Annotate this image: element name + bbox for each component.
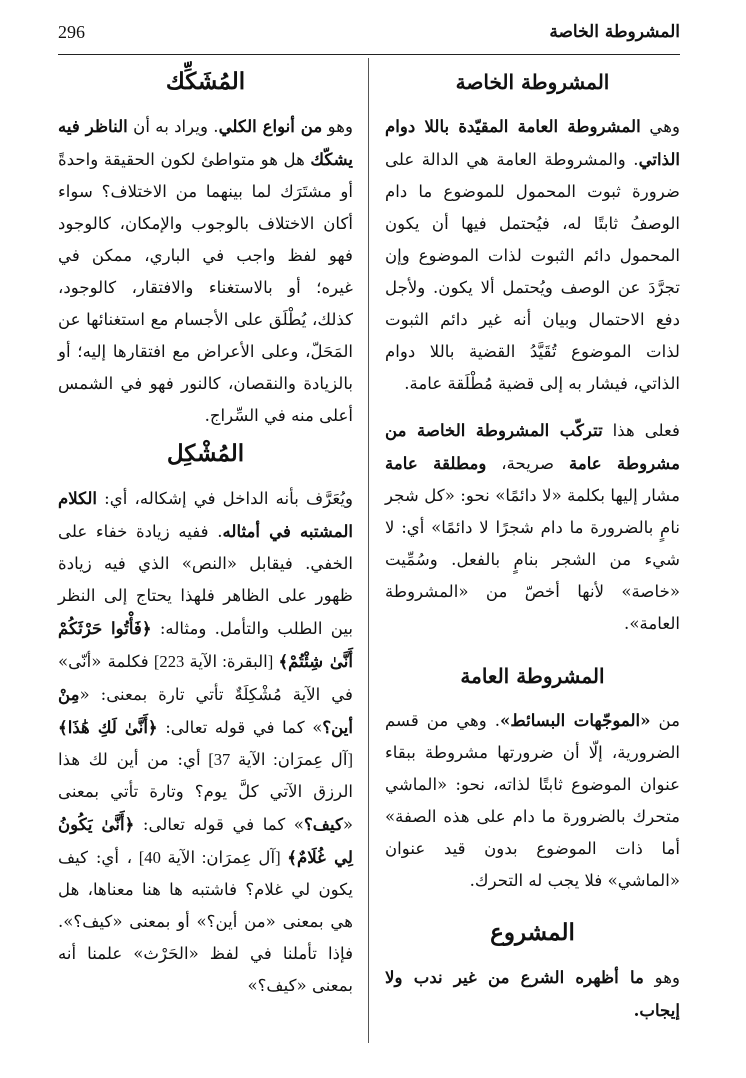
text-span: . ويراد به أن [127, 117, 219, 136]
column-divider [368, 58, 369, 1043]
paragraph [58, 482, 353, 1002]
text-span: » كما في قوله تعالى: [134, 815, 304, 834]
section-title-mushkil: المُشْكِل [166, 440, 245, 467]
bold-term: من أنواع الكلي [218, 116, 323, 136]
running-title: المشروطة الخاصة [549, 22, 680, 42]
text-span: وهو [322, 117, 353, 136]
text-span: » كما في قوله تعالى: [157, 718, 323, 737]
text-span: وهو [643, 968, 680, 987]
text-span: ، أي: كيف يكون لي غلام؟ فاشتبه ها هنا معناها، هل هي بمعنى «من أين؟» أو بمعنى «كيف؟». فإذا تأملنا في لفظ «الحَرْث» علمنا أنه بمعنى «كيف؟» [58, 848, 353, 995]
text-span: وهي [640, 117, 680, 136]
bold-term: المشروطة العامة المقيّدة باللا دوام الذاتي [385, 116, 680, 169]
text-span: فكلمة «أنّى» في الآية مُشْكِلَةٌ تأتي تارة بمعنى: « [58, 652, 353, 704]
bold-term: مِنْ أين؟ [58, 684, 354, 737]
bold-term: «الموجّهات البسائط» [500, 710, 651, 730]
page-header [58, 20, 680, 50]
text-span: هل هو متواطئ لكون الحقيقة واحدةً أو مشتَرَك لما بينهما من الاختلاف؟ سواء أكان الاختلاف بالوجوب والإمكان، كالوجود فهو لفظ واجب في الباري، ممكن في غيره؛ أو بالاستغناء والافتقار، كالوجود، كذلك، يُطْلَق على الأجسام مع استغنائها عن المَحَلّ، وعلى الأعراض مع افتقارها إليه؛ أو بالزيادة والنقصان، كالنور فهو في الشمس أعلى منه في السِّراج. [58, 150, 353, 425]
paragraph [58, 110, 353, 432]
text-span: ويُعَرَّف بأنه الداخل في إشكاله، أي: [97, 489, 353, 508]
page-number: 296 [58, 22, 85, 42]
text-span: أي: من أين لك هذا الرزق الآتي كلَّ يوم؟ وتارة تأتي بمعنى « [58, 750, 354, 834]
spacer [385, 640, 680, 654]
paragraph [385, 704, 680, 897]
spacer [385, 400, 680, 414]
left-column [58, 60, 353, 1002]
text-span: . وهي من قسم الضرورية، إلّا أن ضرورتها مشروطة ببقاء عنوان الموضوع ثابتًا لذاته، نحو: «الماشي متحرك بالضرورة ما دام على هذه الصفة» أما ذات الموضوع بدون قيد عنوان «الماشي» فلا يجب له التحرك. [385, 711, 680, 890]
spacer [385, 897, 680, 911]
text-span: صريحة، [486, 454, 569, 473]
bold-term: تتركّب المشروطة الخاصة من مشروطة عامة [385, 420, 680, 473]
bold-term: ومطلقة عامة [385, 453, 487, 473]
quran-verse: ﴿أَنَّىٰ لَكِ هَٰذَا﴾ [58, 717, 158, 737]
verse-citation: [آل عِمرَان: الآية 37] [200, 750, 353, 769]
paragraph [385, 961, 680, 1027]
header-rule [58, 54, 680, 55]
section-title-mashru: المشروع [490, 919, 575, 946]
bold-term: الكلام المشتبه في أمثاله [58, 488, 353, 541]
right-column [385, 60, 680, 1027]
section-title-mushakkik: المُشَكِّك [165, 68, 246, 95]
text-span: . ففيه زيادة خفاء على الخفي. فيقابل «النص» الذي فيه زيادة ظهور على الظاهر فلهذا يحتاج إلى النظر بين الطلب والتأمل. ومثاله: [58, 522, 353, 638]
paragraph [385, 414, 680, 640]
quran-verse: ﴿أَنَّىٰ يَكُونُ لِي غُلَامٌ﴾ [58, 814, 353, 867]
text-span: من [650, 711, 680, 730]
text-span: . والمشروطة العامة هي الدالة على ضرورة ثبوت المحمول للموضوع ما دام الوصفُ ثابتًا له، فيُحتمل فيها أن يكون المحمول دائم الثبوت لذات الموضوع وإن تجرَّدَ عن الوصف ويُحتمل ألا يكون. ولأجل دفع الاحتمال وبيان أنه غير دائم الثبوت لذات الموضوع تُقَيَّدُ القضية باللا دوام الذاتي، فيشار به إلى قضية مُطْلَقة عامة. [385, 150, 680, 393]
verse-citation: [آل عِمرَان: الآية 40] [132, 848, 288, 867]
section-title-mashruta-khassa: المشروطة الخاصة [455, 70, 610, 94]
text-span: مشار إليها بكلمة «لا دائمًا» نحو: «كل شجر نامٍ بالضرورة ما دام شجرًا لا دائمًا» أي: لا شيء من الشجر بنامٍ بالفعل. وسُمِّيت «خاصة» لأنها أخصّ من «المشروطة العامة». [385, 486, 680, 633]
paragraph [385, 110, 680, 400]
quran-verse: ﴿فَأْتُوا حَرْثَكُمْ أَنَّىٰ شِئْتُمْ﴾ [58, 618, 353, 671]
bold-term: كيف؟ [303, 814, 343, 834]
bold-term: الناظر فيه يشكّك [58, 116, 353, 169]
bold-term: ما أظهره الشرع من غير ندب ولا إيجاب. [385, 967, 680, 1020]
text-span: فعلى هذا [602, 421, 680, 440]
section-title-mashruta-amma: المشروطة العامة [460, 664, 605, 688]
verse-citation: [البقرة: الآية 223] [148, 652, 279, 671]
